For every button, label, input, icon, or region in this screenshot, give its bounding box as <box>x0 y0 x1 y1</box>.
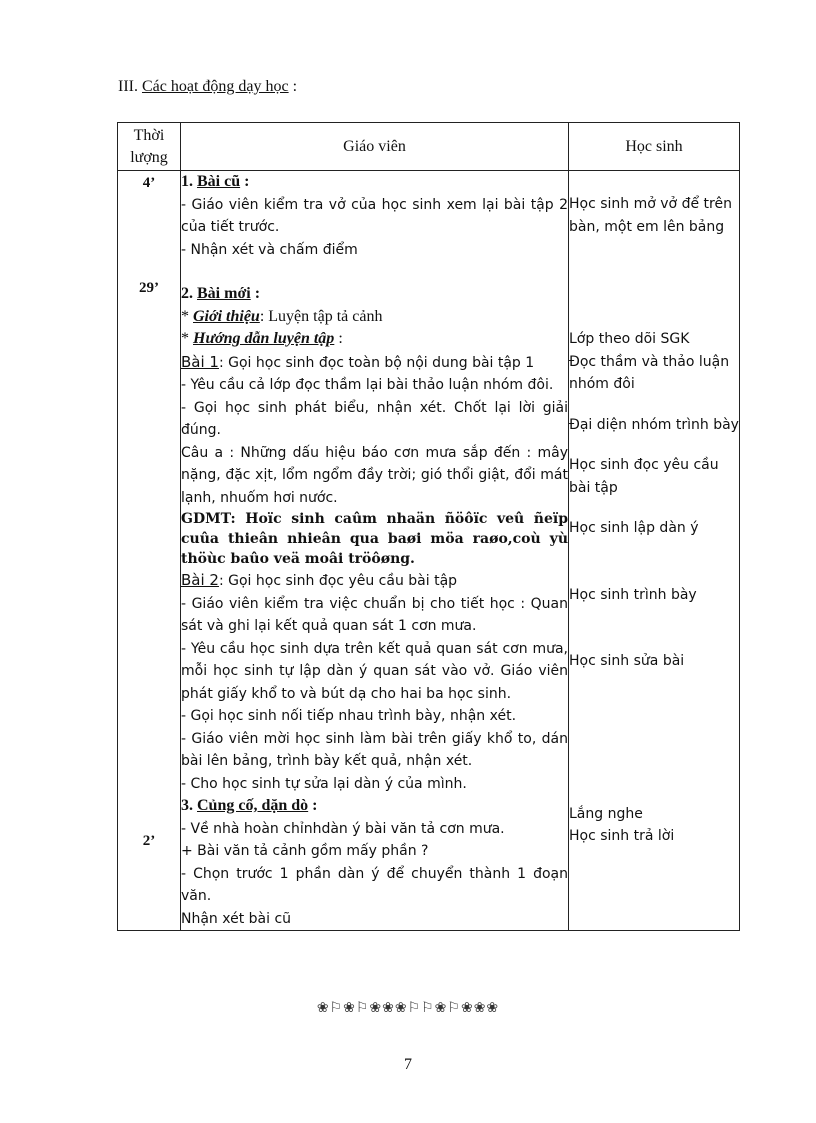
student-activity: Học sinh sửa bài <box>569 653 685 669</box>
section-colon: : <box>292 78 298 95</box>
bai-1-detail: - Yêu cầu cả lớp đọc thầm lại bài thảo luận nhóm đôi. <box>181 377 554 393</box>
bai-2-detail: - Cho học sinh tự sửa lại dàn ý của mình. <box>181 775 467 792</box>
student-activity: Học sinh trình bày <box>569 586 697 603</box>
part-3-line: - Về nhà hoàn chỉnhdàn ý bài văn tả cơn mưa. <box>181 820 505 837</box>
section-roman: III. <box>118 78 138 95</box>
table-body-row <box>118 171 740 931</box>
bai-2-detail: - Yêu cầu học sinh dựa trên kết quả quan sát cơn mưa, mỗi học sinh tự lập dàn ý quan sát vào vở. Giáo viên phát giấy khổ to và bút dạ cho hai ba học sinh. <box>181 640 568 702</box>
bai-1-detail: - Gọi học sinh phát biểu, nhận xét. Chốt lại lời giải đúng. <box>181 399 568 438</box>
table-header-row <box>118 123 740 171</box>
part-2-heading: 2. Bài mới : <box>181 285 261 302</box>
bai-2-detail: - Giáo viên kiểm tra việc chuẩn bị cho tiết học : Quan sát và ghi lại kết quả quan sát 1 cơn mưa. <box>181 595 568 634</box>
bai-2-line: Bài 2: Gọi học sinh đọc yêu cầu bài tập <box>181 571 458 589</box>
section-title: Các hoạt động dạy học <box>141 78 289 95</box>
header-time: Thời lượng <box>118 123 181 171</box>
time-cung-co: 2’ <box>142 833 156 849</box>
header-student: Học sinh <box>569 123 740 171</box>
gdmt-note: GDMT: Hoïc sinh caûm nhaän ñöôïc veû ñeïp cuûa thieân nhieân qua baøi möa raøo,coù yù thöùc baûo veä moâi tröôøng. <box>181 511 568 567</box>
guide-line: * Hướng dẫn luyện tập : <box>181 330 343 347</box>
teacher-column <box>181 171 569 931</box>
section-heading <box>118 78 297 96</box>
part-3-heading: 3. Củng cố, dặn dò : <box>181 797 318 814</box>
student-activity: Học sinh mở vở để trên bàn, một em lên bảng <box>569 196 732 235</box>
part-1-line: - Nhận xét và chấm điểm <box>181 241 358 258</box>
part-3-line: + Bài văn tả cảnh gồm mấy phần ? <box>181 843 429 859</box>
time-bai-moi: 29’ <box>139 280 159 296</box>
page-number: 7 <box>404 1056 412 1073</box>
header-teacher: Giáo viên <box>181 123 569 171</box>
bai-2-detail: - Gọi học sinh nối tiếp nhau trình bày, nhận xét. <box>181 708 517 724</box>
student-activity: Lắng nghe <box>569 805 643 822</box>
student-activity: Đại diện nhóm trình bày <box>569 416 739 433</box>
student-column <box>569 171 740 931</box>
part-3-line: - Chọn trước 1 phần dàn ý để chuyển thành 1 đoạn văn. <box>181 865 568 904</box>
bai-2-detail: - Giáo viên mời học sinh làm bài trên giấy khổ to, dán bài lên bảng, trình bày kết quả, nhận xét. <box>181 730 568 769</box>
student-activity: Học sinh đọc yêu cầu bài tập <box>569 457 719 496</box>
part-3-line: Nhận xét bài cũ <box>181 910 292 927</box>
student-activity: Đọc thầm và thảo luận nhóm đôi <box>569 353 730 392</box>
student-activity: Học sinh lập dàn ý <box>569 520 699 536</box>
part-1-heading: 1. Bài cũ : <box>181 173 250 190</box>
time-column <box>118 171 181 931</box>
bai-1-detail: Câu a : Những dấu hiệu báo cơn mưa sắp đến : mây nặng, đặc xịt, lổm ngổm đầy trời; gió thổi giật, đổi mát lạnh, nhuốm hơi nước. <box>181 444 568 506</box>
student-activity: Lớp theo dõi SGK <box>569 331 690 347</box>
decorative-ornament: ❀⚐❀⚐❀❀❀⚐⚐❀⚐❀❀❀ <box>316 1000 500 1016</box>
student-activity: Học sinh trả lời <box>569 828 675 844</box>
intro-line: * Giới thiệu: Luyện tập tả cảnh <box>181 307 383 325</box>
bai-1-line: Bài 1: Gọi học sinh đọc toàn bộ nội dung bài tập 1 <box>181 352 535 371</box>
lesson-plan-table <box>117 122 740 931</box>
part-1-line: - Giáo viên kiểm tra vở của học sinh xem lại bài tập 2 của tiết trước. <box>181 196 568 235</box>
time-bai-cu: 4’ <box>142 175 156 191</box>
